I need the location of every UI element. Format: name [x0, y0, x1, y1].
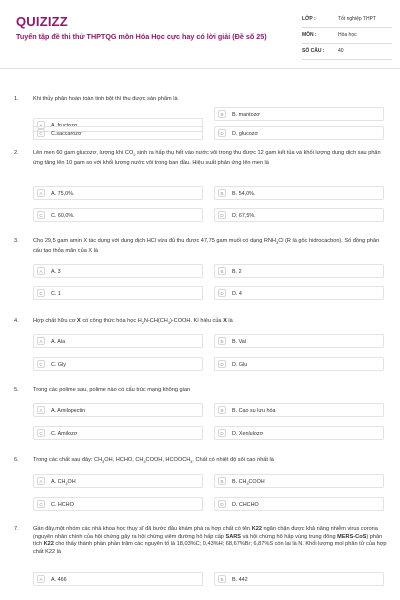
option-letter: D	[218, 429, 226, 437]
option-letter: B	[218, 575, 226, 583]
option-letter: A	[37, 477, 45, 485]
option-text: D. CHCHO	[232, 501, 259, 508]
option-d[interactable]	[214, 208, 384, 222]
question-number: 5.	[14, 387, 19, 393]
option-text: C. Gly	[51, 361, 66, 368]
option-b[interactable]	[214, 107, 384, 121]
option-letter: C	[37, 211, 45, 219]
question-text: Hợp chất hữu cơ X có công thức hóa học $H_2N-CH(CH_3)$-COOH. Kí hiệu của X là	[33, 318, 233, 326]
question-number: 3.	[14, 238, 19, 244]
option-c[interactable]	[33, 426, 203, 440]
option-letter: D	[218, 129, 226, 137]
quizizz-logo: QUIZIZZ	[16, 14, 68, 29]
option-letter: B	[218, 110, 226, 118]
option-letter: C	[37, 500, 45, 508]
option-d[interactable]	[214, 126, 384, 140]
option-text: D. 4	[232, 290, 242, 297]
option-letter: A	[37, 121, 45, 129]
option-d[interactable]	[214, 426, 384, 440]
option-letter: B	[218, 267, 226, 275]
option-text: B. mantozơ	[232, 111, 260, 118]
option-letter: B	[218, 477, 226, 485]
question-text: Lên men 60 gam glucozơ, lượng khí $CO_2$ sinh ra hấp thụ hết vào nước vôi trong thu được 12 gam kết tủa và khối lượng dung dịch sau phản ứng tăng lên 10 gam so với khối lượng nước vôi trong ban đầu. Hiệu suất phản ứng lên men là	[33, 150, 381, 166]
option-text: D. Glu	[232, 361, 248, 368]
option-text: C. 1	[51, 290, 61, 297]
option-c[interactable]	[33, 126, 203, 140]
option-letter: B	[218, 406, 226, 414]
meta-row-class	[302, 12, 392, 28]
option-a[interactable]	[33, 186, 203, 200]
meta-key: LỚP :	[302, 16, 316, 22]
option-letter: D	[218, 211, 226, 219]
option-b[interactable]	[214, 264, 384, 278]
question-number: 4.	[14, 318, 19, 324]
question-text: Trong các chất sau đây: $CH_3OH$, HCHO, $CH_3COOH$, $HCOOCH_3$. Chất có nhiệt độ sôi cao nhất là	[33, 457, 274, 465]
option-text: B. 2	[232, 268, 242, 275]
option-text: A. 466	[51, 576, 67, 583]
option-b[interactable]	[214, 186, 384, 200]
question-text: Gần đây,một nhóm các nhà khoa học thụy sĩ đã bước đầu khám phá ra hợp chất có tên K22 ngăn chặn được khả năng nhiễm virus corona (nguyên nhân chính của hội chứng gây ra hội chứng viêm đường hô hấp cấp SARS và hội chứng hô hấp vùng trung đông MERS-CoS) phân tích K22 cho thấy thành phần phần trăm các nguyên tố là 18,03%C; 0,43%H; 68,67%Br; 6,87%S còn lại là N. Khối lượng mol phân tử của hợp chất K22 là	[33, 526, 387, 555]
option-text: A. 75,0%.	[51, 190, 75, 197]
option-letter: A	[37, 406, 45, 414]
option-letter: C	[37, 429, 45, 437]
option-letter: A	[37, 337, 45, 345]
option-text: C.saccarozơ	[51, 130, 82, 137]
question-text: Trong các polime sau, polime nào có cấu trúc mạng không gian	[33, 387, 191, 393]
question-text: Khi thủy phân hoàn toàn tinh bột thì thu được sản phẩm là	[33, 96, 178, 102]
option-b[interactable]	[214, 572, 384, 586]
option-c[interactable]	[33, 497, 203, 511]
meta-row-question-count	[302, 44, 392, 60]
question-number: 7.	[14, 526, 19, 532]
option-a[interactable]	[33, 403, 203, 417]
header-divider	[0, 68, 400, 69]
meta-value: Hóa học	[338, 32, 357, 38]
option-text: B. 442	[232, 576, 248, 583]
option-text: B. 54,0%.	[232, 190, 256, 197]
question-number: 1.	[14, 96, 19, 102]
option-d[interactable]	[214, 497, 384, 511]
meta-key: MÔN :	[302, 32, 317, 38]
question-text: Cho 29,5 gam amin X tác dụng với dung dịch HCl vừa đủ thu được 47,75 gam muối có dạng $RNH_3Cl$ (R là gốc hidrocacbon). Số đồng phân cấu tạo thỏa mãn của X là	[33, 238, 380, 254]
option-text: D. 67,5%.	[232, 212, 256, 219]
question-number: 2.	[14, 150, 19, 156]
option-text: A. $CH_3OH$	[51, 478, 76, 486]
option-letter: D	[218, 360, 226, 368]
option-d[interactable]	[214, 286, 384, 300]
option-c[interactable]	[33, 357, 203, 371]
meta-key: SỐ CÂU :	[302, 48, 325, 54]
option-text: D. glucozơ	[232, 130, 259, 137]
option-a[interactable]	[33, 264, 203, 278]
option-c[interactable]	[33, 208, 203, 222]
worksheet-title: Tuyển tập đề thi thử THPTQG môn Hóa Học cực hay có lời giải (Đề số 25)	[16, 32, 267, 41]
option-letter: C	[37, 360, 45, 368]
option-a[interactable]	[33, 572, 203, 586]
option-text: A. Amilopectin	[51, 407, 86, 414]
option-text: A. fructozơ	[51, 122, 78, 129]
option-text: C. 60,0%.	[51, 212, 75, 219]
option-c[interactable]	[33, 286, 203, 300]
option-letter: A	[37, 575, 45, 583]
option-d[interactable]	[214, 357, 384, 371]
meta-row-subject	[302, 28, 392, 44]
option-text: C. HCHO	[51, 501, 74, 508]
option-letter: B	[218, 189, 226, 197]
option-text: A. 3	[51, 268, 61, 275]
option-text: A. Ala	[51, 338, 66, 345]
option-text: B. $CH_3COOH$	[232, 478, 265, 486]
option-b[interactable]	[214, 474, 384, 488]
option-letter: C	[37, 129, 45, 137]
worksheet-header	[0, 0, 400, 64]
worksheet-meta	[302, 12, 392, 60]
option-letter: A	[37, 189, 45, 197]
option-text: B. Cao su lưu hóa	[232, 407, 276, 414]
option-text: D. Xenlulozơ	[232, 430, 264, 437]
meta-value: Tốt nghiệp THPT	[338, 16, 376, 22]
option-b[interactable]	[214, 334, 384, 348]
meta-value: 40	[338, 48, 344, 54]
question-number: 6.	[14, 457, 19, 463]
option-a[interactable]	[33, 474, 203, 488]
option-a[interactable]	[33, 334, 203, 348]
option-text: C. Amilozơ	[51, 430, 78, 437]
option-letter: D	[218, 500, 226, 508]
option-text: B. Val	[232, 338, 246, 345]
option-letter: B	[218, 337, 226, 345]
option-letter: A	[37, 267, 45, 275]
option-b[interactable]	[214, 403, 384, 417]
option-letter: C	[37, 289, 45, 297]
option-letter: D	[218, 289, 226, 297]
